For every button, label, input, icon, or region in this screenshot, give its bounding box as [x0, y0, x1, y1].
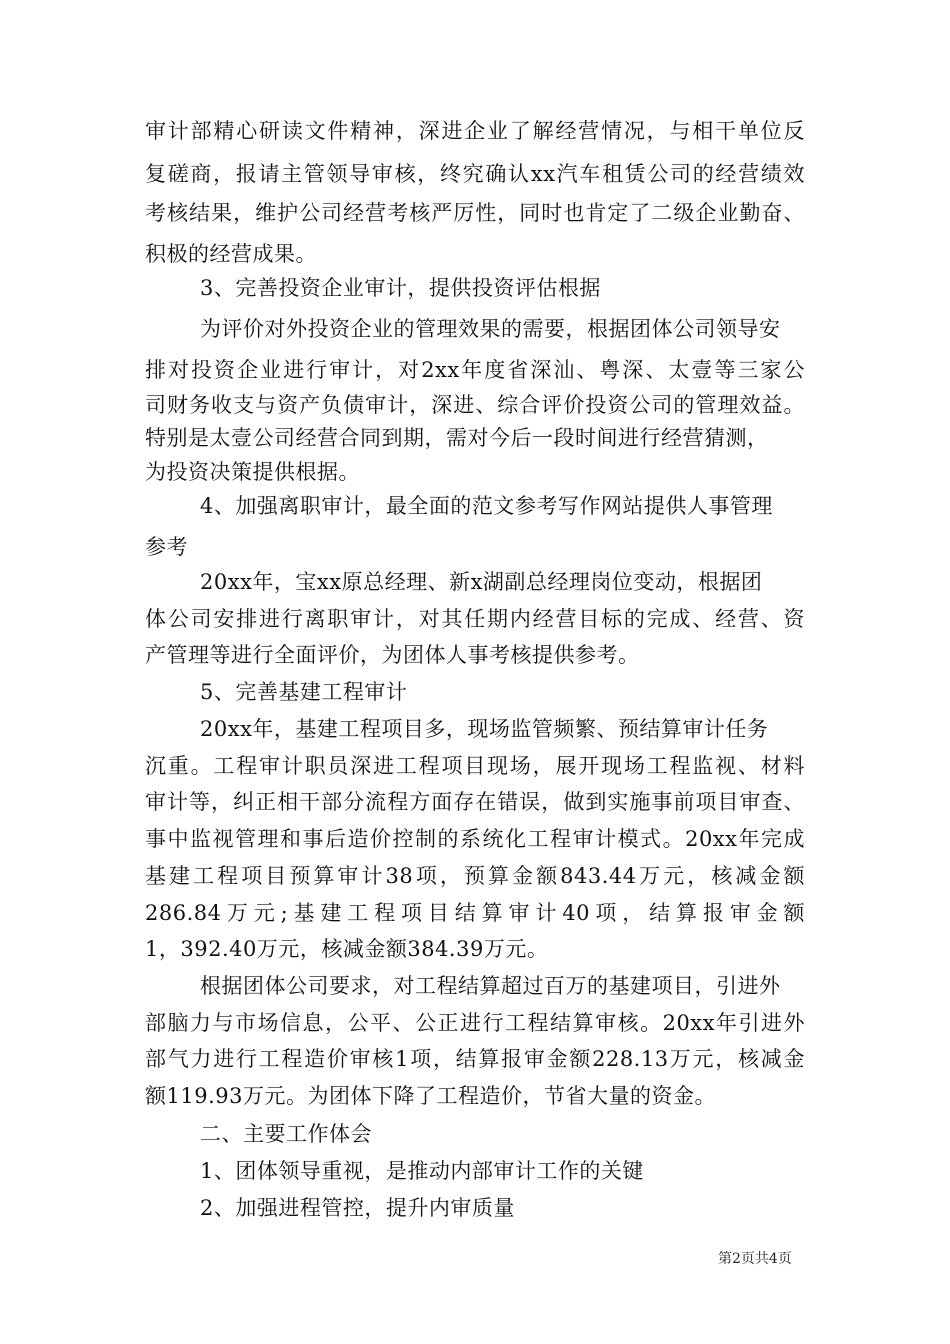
- paragraph-line: 积极的经营成果。: [145, 242, 317, 266]
- paragraph-line: 排对投资企业进行审计，对2xx年度省深汕、粤深、太壹等三家公: [145, 358, 805, 382]
- paragraph-line: 审计等，纠正相干部分流程方面存在错误，做到实施事前项目审查、: [145, 790, 805, 814]
- paragraph-line: 沉重。工程审计职员深进工程项目现场，展开现场工程监视、材料: [145, 754, 805, 778]
- paragraph-line: 根据团体公司要求，对工程结算超过百万的基建项目，引进外: [200, 974, 781, 998]
- paragraph-line: 考核结果，维护公司经营考核严厉性，同时也肯定了二级企业勤奋、: [145, 201, 805, 225]
- paragraph-line: 审计部精心研读文件精神，深进企业了解经营情况，与相干单位反: [145, 119, 805, 143]
- page-indicator: 第2页共4页: [718, 1251, 792, 1267]
- section-heading: 3、完善投资企业审计，提供投资评估根据: [200, 276, 601, 300]
- paragraph-line: 20xx年，宝xx原总经理、新x湖副总经理岗位变动，根据团: [200, 570, 763, 594]
- paragraph-line: 部气力进行工程造价审核1项，结算报审金额228.13万元，核减金: [145, 1047, 805, 1071]
- paragraph-line: 部脑力与市场信息，公平、公正进行工程结算审核。20xx年引进外: [145, 1011, 805, 1035]
- section-heading: 5、完善基建工程审计: [200, 680, 408, 704]
- section-heading-continued: 参考: [145, 535, 188, 559]
- paragraph-line: 额119.93万元。为团体下降了工程造价，节省大量的资金。: [145, 1084, 716, 1108]
- paragraph-line: 286.84万元;基建工程项目结算审计40项，结算报审金额: [145, 901, 805, 925]
- section-heading: 1、团体领导重视，是推动内部审计工作的关键: [200, 1159, 644, 1183]
- paragraph-line: 体公司安排进行离职审计，对其任期内经营目标的完成、经营、资: [145, 607, 805, 631]
- section-heading: 4、加强离职审计，最全面的范文参考写作网站提供人事管理: [200, 494, 773, 518]
- paragraph-line: 基建工程项目预算审计38项，预算金额843.44万元，核减金额: [145, 864, 805, 888]
- paragraph-line: 司财务收支与资产负债审计，深进、综合评价投资公司的管理效益。: [145, 393, 805, 417]
- section-heading: 二、主要工作体会: [200, 1122, 372, 1146]
- paragraph-line: 1，392.40万元，核减金额384.39万元。: [145, 937, 549, 961]
- paragraph-line: 为评价对外投资企业的管理效果的需要，根据团体公司领导安: [200, 317, 781, 341]
- paragraph-line: 产管理等进行全面评价，为团体人事考核提供参考。: [145, 643, 640, 667]
- section-heading: 2、加强进程管控，提升内审质量: [200, 1196, 515, 1220]
- paragraph-line: 事中监视管理和事后造价控制的系统化工程审计模式。20xx年完成: [145, 827, 805, 851]
- paragraph-line: 为投资决策提供根据。: [145, 460, 360, 484]
- paragraph-line: 特别是太壹公司经营合同到期，需对今后一段时间进行经营猜测，: [145, 426, 769, 450]
- paragraph-line: 20xx年，基建工程项目多，现场监管频繁、预结算审计任务: [200, 717, 769, 741]
- paragraph-line: 复磋商，报请主管领导审核，终究确认xx汽车租赁公司的经营绩效: [145, 162, 805, 186]
